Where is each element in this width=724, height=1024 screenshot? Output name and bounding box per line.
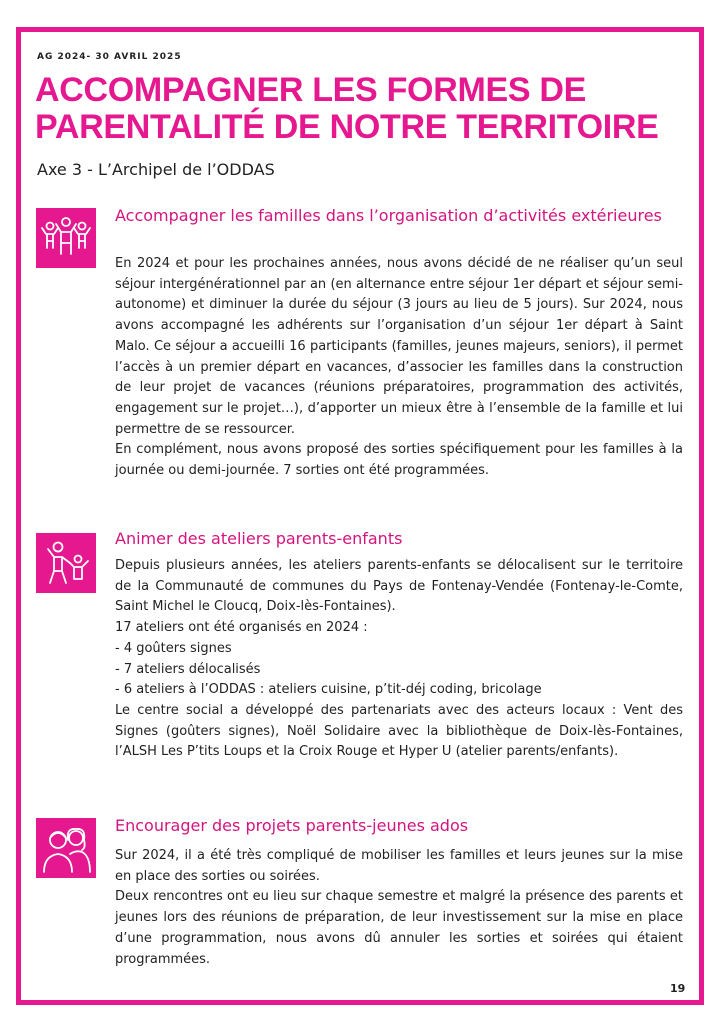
paragraph: En 2024 et pour les prochaines années, nous avons décidé de ne réaliser qu’un seul séjour intergénérationnel par an (en alternance entre séjour 1er départ et séjour semi-autonome) et diminuer la durée du séjour (3 jours au lieu de 5 jours). Sur 2024, nous avons accompagné les adhérents sur l’organisation d’un séjour 1er départ à Saint Malo. Ce séjour a accueilli 16 participants (familles, jeunes majeurs, seniors), il permet l’accès à un premier départ en vacances, d’associer les familles dans la construction de leur projet de vacances (réunions préparatoires, programmation des activités, engagement sur le projet…), d’apporter un mieux être à l’ensemble de la famille et lui permettre de se ressourcer. (115, 256, 683, 437)
paragraph: Le centre social a développé des partenariats avec des acteurs locaux : Vent des Signes (goûters signes), Noël Solidaire avec la bibliothèque de Doix-lès-Fontaines, l’ALSH Les P’tits Loups et la Croix Rouge et Hyper U (atelier parents/enfants). (115, 702, 683, 760)
paragraph: Sur 2024, il a été très compliqué de mobiliser les familles et leurs jeunes sur la mise en place des sorties ou soirées. (115, 848, 683, 884)
list-item: - 6 ateliers à l’ODDAS : ateliers cuisine, p’tit-déj coding, bricolage (115, 682, 542, 698)
list-item: - 7 ateliers délocalisés (115, 661, 261, 677)
meeting-date: AG 2024- 30 AVRIL 2025 (37, 52, 182, 62)
section-body (115, 846, 683, 970)
page-number: 19 (670, 982, 686, 995)
section-title: Accompagner les familles dans l’organisation d’activités extérieures (115, 206, 662, 225)
section-title: Animer des ateliers parents-enfants (115, 529, 403, 548)
paragraph: Depuis plusieurs années, les ateliers parents-enfants se délocalisent sur le territoire de la Communauté de communes du Pays de Fontenay-Vendée (Fontenay-le-Comte, Saint Michel le Cloucq, Doix-lès-Fontaines). (115, 558, 683, 615)
section-body (115, 556, 683, 763)
list-item: - 4 goûters signes (115, 640, 232, 656)
section-body (115, 254, 683, 482)
paragraph: 17 ateliers ont été organisés en 2024 : (115, 620, 368, 636)
page-subtitle: Axe 3 - L’Archipel de l’ODDAS (37, 160, 275, 179)
paragraph: En complément, nous avons proposé des sorties spécifiquement pour les familles à la journée ou demi-journée. 7 sorties ont été programmées. (115, 442, 683, 479)
parent-teen-icon (36, 818, 96, 878)
paragraph: Deux rencontres ont eu lieu sur chaque semestre et malgré la présence des parents et jeunes lors des réunions de préparation, de leur investissement sur la mise en place d’une programmation, nous avons dû annuler les sorties et soirées qui étaient programmées. (115, 889, 683, 967)
section-title: Encourager des projets parents-jeunes ados (115, 816, 469, 835)
page-title: ACCOMPAGNER LES FORMES DE PARENTALITÉ DE NOTRE TERRITOIRE (35, 71, 659, 146)
family-activities-icon (36, 208, 96, 268)
parent-child-icon (36, 533, 96, 593)
